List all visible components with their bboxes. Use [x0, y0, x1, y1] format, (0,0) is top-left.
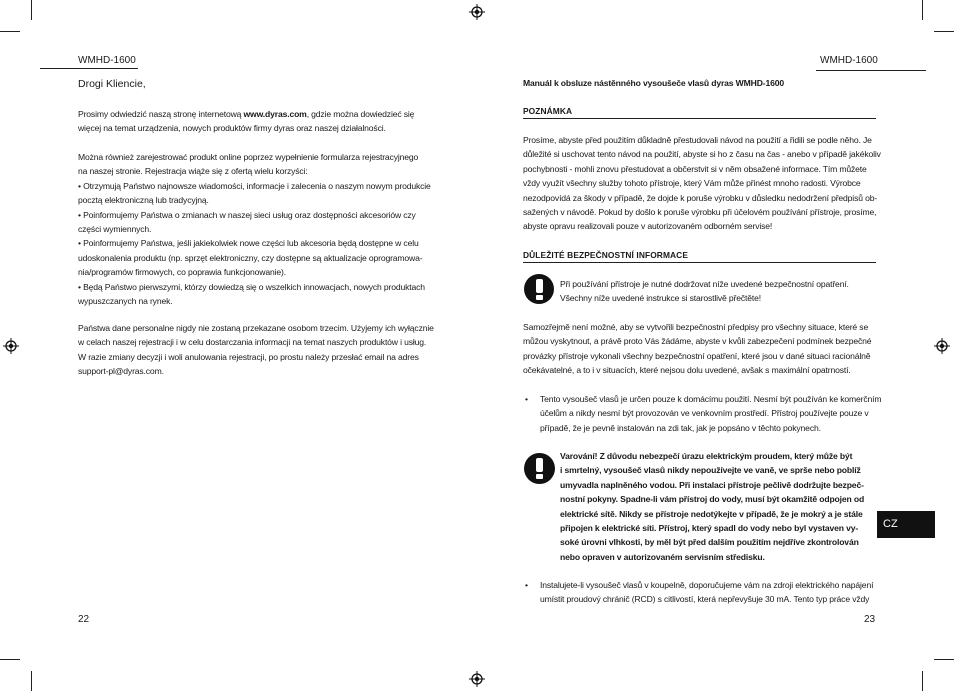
text-line: připojen k elektrické síti. Přístroj, který spadl do vody nebo byl vystaven vy-: [560, 523, 859, 534]
text-line: Všechny níže uvedené instrukce si starostlivě přečtěte!: [560, 293, 761, 304]
text-line: nostní pokyny. Spadne-li vám přístroj do vody, musí být okamžitě odpojen od: [560, 494, 865, 505]
text-line: udoskonalenia produktu (np. sprzęt elektroniczny, czy dostępne są aktualizacje oprogramowa-: [78, 252, 423, 263]
warning-paragraph: [560, 449, 864, 564]
text-line: • Otrzymują Państwo najnowsze wiadomości, informacje i zalecenia o naszym nowym produkcie: [78, 180, 431, 191]
text-line: vždy využít všechny služby tohoto přístroje, který Vám může přinést mnoho radosti. Výrobce: [523, 178, 861, 189]
bullet-item: [523, 578, 883, 610]
text-line: części wymiennych.: [78, 224, 152, 235]
text-line: Państwa dane personalne nigdy nie zostaną przekazane osobom trzecim. Użyjemy ich wyłącznie: [78, 323, 434, 333]
note-paragraph: [523, 133, 881, 234]
text-line: abyste opravu realizovali pouze v autorizovaném odborném servise!: [523, 221, 773, 232]
text-line: Można również zarejestrować produkt online poprzez wypełnienie formularza rejestracyjnego: [78, 152, 419, 162]
text-line: na naszej stronie. Rejestracja wiąże się z ofertą wielu korzyści:: [78, 166, 308, 177]
crop-mark: [922, 0, 923, 20]
note-heading: POZNÁMKA: [523, 106, 573, 116]
text-line: W razie zmiany decyzji i woli anulowania rejestracji, po prostu należy przesłać email na adres: [78, 351, 419, 362]
crop-mark: [0, 659, 20, 660]
right-header-rule: [816, 70, 926, 71]
text-line: wypuszczanych na rynek.: [78, 296, 173, 307]
crop-mark: [922, 671, 923, 691]
text-line: soké úrovni vlhkosti, by měl být před dalším použitím nejdříve zkontrolován: [560, 537, 859, 548]
text-line: Samozřejmě není možné, aby se vytvořili bezpečnostní předpisy pro všechny situace, které se: [523, 322, 869, 332]
text-line: očekávatelné, a to i v situacích, které nejsou dolu uvedené, avšak s maximální opatrností.: [523, 365, 851, 376]
exclamation-warning-icon: [524, 453, 555, 484]
text-line: w celach naszej rejestracji i w celu dostarczania informacji na temat naszych produktów i usług.: [78, 337, 427, 348]
left-model-label: WMHD-1600: [78, 55, 136, 66]
left-para-1-text: , gdzie można dowiedzieć się: [306, 109, 415, 119]
bullet-mark: •: [525, 394, 528, 404]
crop-mark: [934, 31, 954, 32]
text-line: pocztą elektroniczną lub tradycyjną.: [78, 195, 209, 206]
left-header-rule: [40, 68, 138, 69]
text-line: můžou vyskytnout, a právě proto Vás žádáme, abyste v kvůli zabezpečení podmínek bezpečné: [523, 336, 872, 347]
bullet-item: [523, 392, 883, 438]
registration-mark-icon: [3, 338, 19, 354]
crop-mark: [0, 31, 20, 32]
manual-title: Manuál k obsluze nástěnného vysoušeče vlasů dyras WMHD-1600: [523, 78, 784, 88]
text-line: • Poinformujemy Państwa o zmianach w naszej sieci usług oraz dostępności akcesoriów czy: [78, 209, 416, 220]
text-line: provázky přístroje vykonali všechny bezpečnostní opatření, které jsou v dané situaci racionálně: [523, 350, 871, 361]
safety-heading: DŮLEŽITÉ BEZPEČNOSTNÍ INFORMACE: [523, 250, 689, 260]
left-para-1-line: więcej na temat urządzenia, nowych produktów firmy dyras oraz naszej działalności.: [78, 123, 386, 134]
safety-intro: [560, 277, 849, 306]
note-heading-rule: [523, 118, 876, 119]
text-line: důležité si uschovat tento návod na použití, abyste si ho z času na čas - anebo v případě jakékoliv: [523, 149, 881, 160]
text-line: Prosíme, abyste před použitím důkladně přestudovali návod na použití a řidili se podle něho. Je: [523, 135, 872, 145]
registration-mark-icon: [469, 671, 485, 687]
text-line: elektrické sítě. Nikdy se přístroje nedotýkejte v případě, že je mokrý a je stále: [560, 508, 863, 519]
text-line: • Będą Państwo pierwszymi, którzy dowiedzą się o wszelkich innowacjach, nowych produktach: [78, 281, 425, 292]
text-line: umyvadla naplněného vodou. Při instalaci přístroje pečlivě dodržujte bezpeč-: [560, 479, 864, 490]
text-line: pochybnosti - mohli znovu přestudovat a občerstvit si v něm obsažené informace. Tím můžete: [523, 163, 867, 174]
language-tab: CZ: [877, 511, 935, 538]
right-model-label: WMHD-1600: [820, 55, 878, 66]
text-line: support-pl@dyras.com.: [78, 366, 164, 377]
text-line: Tento vysoušeč vlasů je určen pouze k domácímu použití. Nesmí být používán ke komerčním: [540, 394, 882, 404]
text-line: umístit proudový chránič (RCD) s citlivostí, která nepřevyšuje 30 mA. Tento typ práce vždy: [540, 594, 870, 605]
right-page-number: 23: [864, 614, 876, 625]
left-para-1-text: Prosimy odwiedzić naszą stronę internetową: [78, 109, 244, 119]
text-line: případě, že je pevně instalován na zdi tak, jak je popsáno v těchto pokynech.: [540, 422, 821, 433]
text-line: nezodpovídá za škody v případě, že dojde k poruše výrobku v důsledku nedodržení předpisů ob-: [523, 192, 878, 203]
safety-paragraph: [523, 320, 871, 378]
left-para-2: [78, 150, 431, 308]
text-line: Varování! Z důvodu nebezpečí úrazu elektrickým proudem, který může být: [560, 451, 853, 461]
text-line: • Poinformujemy Państwa, jeśli jakiekolwiek nowe części lub akcesoria będą dostępne w celu: [78, 238, 419, 249]
registration-mark-icon: [934, 338, 950, 354]
crop-mark: [31, 671, 32, 691]
left-para-1: [78, 107, 414, 136]
text-line: Při používání přístroje je nutné dodržovat níže uvedené bezpečnostní opatření.: [560, 279, 849, 289]
bullet-mark: •: [525, 580, 528, 590]
safety-heading-rule: [523, 262, 876, 263]
left-page-number: 22: [78, 614, 90, 625]
website-link[interactable]: www.dyras.com: [243, 109, 307, 119]
text-line: i smrtelný, vysoušeč vlasů nikdy nepoužívejte ve vaně, ve sprše nebo poblíž: [560, 465, 861, 476]
crop-mark: [31, 0, 32, 20]
exclamation-warning-icon: [524, 274, 554, 304]
text-line: nebo opraven v autorizovaném servisním středisku.: [560, 551, 765, 562]
registration-mark-icon: [469, 4, 485, 20]
text-line: Instalujete-li vysoušeč vlasů v koupelně, doporučujeme vám na zdroji elektrického napájení: [540, 580, 874, 590]
crop-mark: [934, 659, 954, 660]
text-line: účelům a nikdy nesmí být provozován ve venkovním prostředí. Přístroj používejte pouze v: [540, 408, 869, 419]
text-line: sažených v návodě. Pokud by došlo k poruše výrobku při účelovém používání přístroje, prosíme,: [523, 207, 877, 218]
left-para-3: [78, 321, 434, 379]
text-line: nia/programów firmowych, co poprawia funkcjonowanie).: [78, 267, 286, 278]
greeting: Drogi Kliencie,: [78, 78, 146, 90]
